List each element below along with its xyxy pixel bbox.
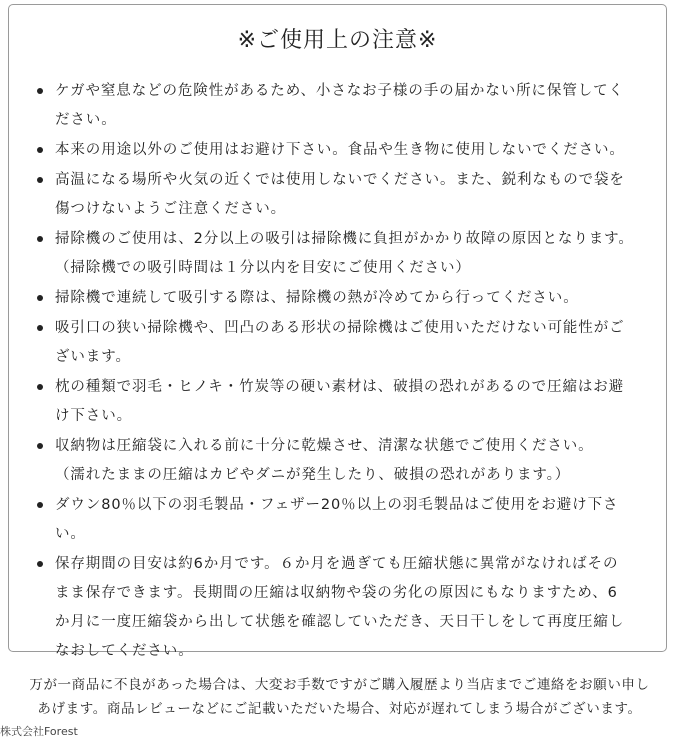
notice-item-line: （掃除機での吸引時間は１分以内を目安にご使用ください） — [55, 260, 471, 276]
notice-list — [31, 77, 656, 667]
notice-item — [31, 77, 656, 135]
notice-item-line: （濡れたままの圧縮はカビやダニが発生したり、破損の恐れがあります。） — [55, 467, 571, 483]
notice-item-line: 枕の種類で羽毛・ヒノキ・竹炭等の硬い素材は、破損の恐れがあるので圧縮はお避 — [55, 379, 625, 395]
notice-item-line: ざいます。 — [55, 349, 131, 365]
bullet-icon — [37, 443, 43, 449]
company-name: 株式会社Forest — [0, 725, 78, 738]
notice-item-line: 収納物は圧縮袋に入れる前に十分に乾燥させ、清潔な状態でご使用ください。 — [55, 438, 594, 454]
notice-item-line: い。 — [55, 526, 86, 542]
footer-text — [0, 673, 679, 721]
notice-item — [31, 314, 656, 372]
bullet-icon — [37, 177, 43, 183]
notice-item-line: 本来の用途以外のご使用はお避け下さい。食品や生き物に使用しないでください。 — [55, 142, 625, 158]
notice-item-line: ケガや窒息などの危険性があるため、小さなお子様の手の届かない所に保管してく — [55, 83, 624, 99]
bullet-icon — [37, 147, 43, 153]
notice-item-line: 保存期間の目安は約6か月です。６か月を過ぎても圧縮状態に異常がなければその — [55, 556, 619, 572]
bullet-icon — [37, 561, 43, 567]
notice-item-line: ダウン80％以下の羽毛製品・フェザー20％以上の羽毛製品はご使用をお避け下さ — [55, 497, 619, 513]
notice-item — [31, 166, 656, 224]
notice-title: ※ご使用上の注意※ — [237, 28, 438, 53]
notice-item-line: か月に一度圧縮袋から出して状態を確認していただき、天日干しをして再度圧縮し — [55, 614, 625, 630]
bullet-icon — [37, 384, 43, 390]
notice-item — [31, 136, 656, 165]
notice-item-line: まま保存できます。長期間の圧縮は収納物や袋の劣化の原因にもなりますため、6 — [55, 585, 618, 601]
footer-line-2: あげます。商品レビューなどにご記載いただいた場合、対応が遅れてしまう場合がございます。 — [37, 701, 642, 717]
notice-item-line: ださい。 — [55, 112, 117, 128]
notice-item — [31, 373, 656, 431]
notice-item-line: 吸引口の狭い掃除機や、凹凸のある形状の掃除機はご使用いただけない可能性がご — [55, 320, 625, 336]
notice-item-line: 高温になる場所や火気の近くでは使用しないでください。また、鋭利なもので袋を — [55, 172, 625, 188]
notice-item-line: なおしてください。 — [55, 643, 194, 659]
notice-box — [8, 4, 667, 659]
bullet-icon — [37, 88, 43, 94]
bullet-icon — [37, 325, 43, 331]
notice-item — [31, 284, 656, 313]
notice-item — [31, 491, 656, 549]
notice-item — [31, 225, 656, 283]
notice-item-line: 掃除機のご使用は、2分以上の吸引は掃除機に負担がかかり故障の原因となります。 — [55, 231, 634, 247]
notice-item-line: 傷つけないようご注意ください。 — [55, 201, 286, 217]
notice-item — [31, 432, 656, 490]
bullet-icon — [37, 236, 43, 242]
notice-item-line: け下さい。 — [55, 408, 132, 424]
bullet-icon — [37, 502, 43, 508]
notice-item-line: 掃除機で連続して吸引する際は、掃除機の熱が冷めてから行ってください。 — [55, 290, 579, 306]
bullet-icon — [37, 295, 43, 301]
footer-line-1: 万が一商品に不良があった場合は、大変お手数ですがご購入履歴より当店までご連絡をお願い申し — [29, 677, 650, 693]
notice-item — [31, 550, 656, 666]
